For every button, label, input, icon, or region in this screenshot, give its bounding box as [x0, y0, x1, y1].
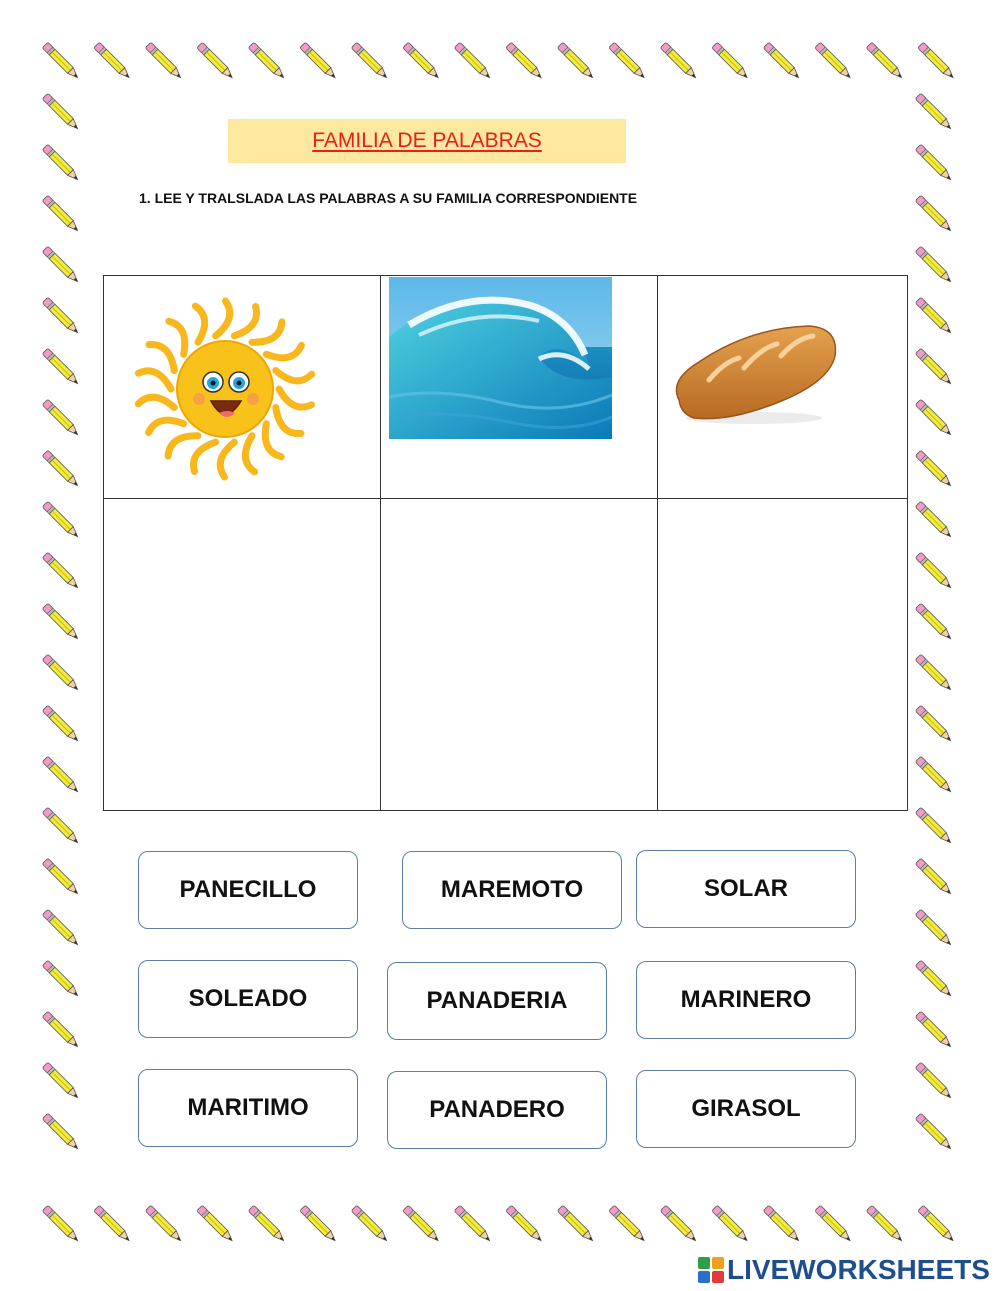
- liveworksheets-logo: [698, 1253, 990, 1287]
- sun-ray: [194, 442, 216, 471]
- sun-icon: [130, 294, 320, 484]
- logo-mark-icon: [698, 1257, 724, 1283]
- pencil-icon: [609, 1205, 647, 1243]
- sun-ray: [220, 442, 234, 477]
- pencil-icon: [197, 1205, 235, 1243]
- title-banner: [228, 119, 626, 163]
- sun-ray: [149, 420, 184, 432]
- pencil-icon: [815, 42, 853, 80]
- column-divider: [657, 276, 658, 810]
- pencil-icon: [42, 1011, 80, 1049]
- pencil-icon: [42, 195, 80, 233]
- word-card-panaderia[interactable]: PANADERIA: [387, 962, 607, 1040]
- pencil-icon: [712, 1205, 750, 1243]
- pencil-icon: [557, 42, 595, 80]
- pencil-icon: [145, 42, 183, 80]
- page-title: FAMILIA DE PALABRAS: [312, 129, 542, 152]
- pencil-icon: [915, 501, 953, 539]
- pencil-icon: [300, 42, 338, 80]
- pencil-icon: [763, 1205, 801, 1243]
- pencil-icon: [42, 93, 80, 131]
- pencil-icon: [815, 1205, 853, 1243]
- pencil-icon: [42, 756, 80, 794]
- pencil-icon: [915, 450, 953, 488]
- pencil-icon: [248, 1205, 286, 1243]
- pencil-icon: [915, 399, 953, 437]
- pencil-icon: [915, 705, 953, 743]
- sun-ray: [234, 306, 256, 335]
- pencil-icon: [915, 297, 953, 335]
- sun-ray: [138, 371, 171, 389]
- pencil-icon: [248, 42, 286, 80]
- sun-ray: [245, 436, 254, 472]
- pencil-icon: [42, 654, 80, 692]
- pencil-icon: [94, 42, 132, 80]
- pencil-icon: [300, 1205, 338, 1243]
- pencil-icon: [42, 705, 80, 743]
- pencil-icon: [145, 1205, 183, 1243]
- pencil-icon: [454, 1205, 492, 1243]
- pencil-icon: [915, 195, 953, 233]
- pencil-icon: [915, 246, 953, 284]
- sun-ray: [149, 344, 174, 370]
- pencil-icon: [712, 42, 750, 80]
- sun-ray: [195, 306, 204, 342]
- column-divider: [380, 276, 381, 810]
- pencil-icon: [915, 603, 953, 641]
- pencil-icon: [42, 1062, 80, 1100]
- sun-ray: [276, 407, 301, 433]
- sun-ray: [169, 321, 185, 354]
- pencil-icon: [42, 552, 80, 590]
- sun-ray: [216, 301, 230, 336]
- row-divider: [104, 498, 907, 499]
- pencil-icon: [915, 807, 953, 845]
- instruction-text: 1. LEE Y TRALSLADA LAS PALABRAS A SU FAMILIA CORRESPONDIENTE: [139, 190, 638, 206]
- pencil-icon: [660, 1205, 698, 1243]
- sun-ray: [265, 424, 281, 457]
- pencil-icon: [557, 1205, 595, 1243]
- pencil-icon: [866, 1205, 904, 1243]
- pencil-icon: [915, 654, 953, 692]
- pencil-icon: [915, 1062, 953, 1100]
- pencil-icon: [42, 909, 80, 947]
- pencil-icon: [42, 144, 80, 182]
- pencil-icon: [42, 858, 80, 896]
- pencil-icon: [915, 960, 953, 998]
- pencil-icon: [42, 1113, 80, 1151]
- pencil-icon: [94, 1205, 132, 1243]
- pencil-icon: [42, 348, 80, 386]
- pencil-icon: [454, 42, 492, 80]
- word-card-marinero[interactable]: MARINERO: [636, 961, 856, 1039]
- word-card-solar[interactable]: SOLAR: [636, 850, 856, 928]
- pencil-icon: [42, 246, 80, 284]
- pencil-icon: [915, 1113, 953, 1151]
- pencil-icon: [42, 399, 80, 437]
- pencil-icon: [915, 909, 953, 947]
- pencil-icon: [42, 960, 80, 998]
- pencil-icon: [42, 603, 80, 641]
- pencil-icon: [866, 42, 904, 80]
- pencil-icon: [915, 144, 953, 182]
- pencil-icon: [915, 858, 953, 896]
- family-table: [103, 275, 908, 811]
- sun-ray: [276, 371, 312, 381]
- word-card-maritimo[interactable]: MARITIMO: [138, 1069, 358, 1147]
- word-card-maremoto[interactable]: MAREMOTO: [402, 851, 622, 929]
- wave-icon: [389, 277, 612, 439]
- pencil-icon: [42, 42, 80, 80]
- pencil-icon: [42, 1205, 80, 1243]
- pencil-icon: [42, 501, 80, 539]
- sun-ray: [279, 389, 312, 407]
- pencil-icon: [42, 297, 80, 335]
- brand-name: LIVEWORKSHEETS: [727, 1254, 990, 1285]
- pencil-icon: [763, 42, 801, 80]
- word-card-panadero[interactable]: PANADERO: [387, 1071, 607, 1149]
- pencil-icon: [918, 42, 956, 80]
- sun-ray: [138, 397, 174, 407]
- pencil-icon: [403, 42, 441, 80]
- bread-icon: [669, 320, 839, 430]
- pencil-icon: [915, 756, 953, 794]
- pencil-icon: [915, 348, 953, 386]
- pencil-icon: [42, 450, 80, 488]
- pencil-icon: [351, 1205, 389, 1243]
- pencil-icon: [506, 42, 544, 80]
- pencil-icon: [403, 1205, 441, 1243]
- pencil-icon: [197, 42, 235, 80]
- word-card-girasol[interactable]: GIRASOL: [636, 1070, 856, 1148]
- pencil-icon: [918, 1205, 956, 1243]
- pencil-icon: [915, 552, 953, 590]
- sun-ray: [266, 345, 301, 357]
- pencil-icon: [351, 42, 389, 80]
- pencil-icon: [660, 42, 698, 80]
- word-card-soleado[interactable]: SOLEADO: [138, 960, 358, 1038]
- pencil-icon: [609, 42, 647, 80]
- pencil-icon: [42, 807, 80, 845]
- pencil-icon: [915, 1011, 953, 1049]
- word-card-panecillo[interactable]: PANECILLO: [138, 851, 358, 929]
- pencil-icon: [915, 93, 953, 131]
- pencil-icon: [506, 1205, 544, 1243]
